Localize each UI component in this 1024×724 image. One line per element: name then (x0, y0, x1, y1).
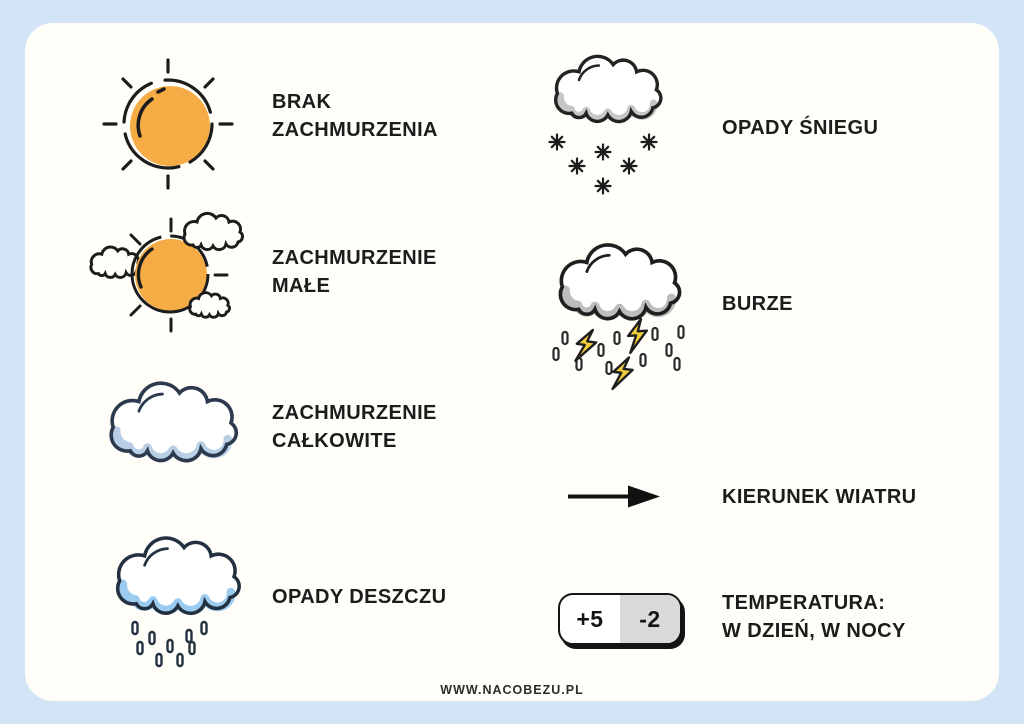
legend-label-overcast (272, 399, 437, 455)
label-line: MAŁE (272, 275, 331, 297)
legend-row-temperature (558, 593, 682, 645)
legend-row-overcast (96, 378, 246, 469)
label-line: BURZE (722, 293, 793, 315)
legend-label-temperature (722, 589, 906, 645)
temperature-night-value: -2 (620, 595, 680, 643)
sun-icon (100, 48, 240, 203)
legend-row-clear-sky (100, 48, 240, 203)
legend-row-partly-cloudy (85, 203, 245, 375)
label-line: OPADY ŚNIEGU (722, 117, 879, 139)
label-line: ZACHMURZENIE (272, 247, 437, 269)
legend-row-storm (543, 238, 691, 396)
label-line: CAŁKOWITE (272, 430, 397, 452)
website-footer: WWW.NACOBEZU.PL (440, 683, 584, 697)
label-line: ZACHMURZENIE (272, 402, 437, 424)
sun-behind-clouds-icon (85, 203, 245, 375)
label-line: OPADY DESZCZU (272, 586, 447, 608)
legend-label-partly-cloudy (272, 244, 437, 300)
legend-label-snow (722, 114, 878, 142)
snow-cloud-icon (543, 52, 671, 199)
label-line: KIERUNEK WIATRU (722, 486, 917, 508)
arrow-right-icon (568, 483, 660, 510)
cloud-icon (96, 378, 246, 469)
label-line: W DZIEŃ, W NOCY (722, 620, 906, 642)
label-line: BRAK (272, 91, 332, 113)
legend-label-rain (272, 583, 446, 611)
label-line: ZACHMURZENIA (272, 119, 438, 141)
legend-row-rain (100, 533, 250, 673)
storm-cloud-icon (543, 238, 691, 396)
legend-label-wind (722, 483, 917, 511)
legend-row-wind (568, 483, 660, 510)
legend-label-clear-sky (272, 88, 438, 144)
rain-cloud-icon (100, 533, 250, 673)
temperature-day-value: +5 (576, 606, 604, 632)
label-line: TEMPERATURA: (722, 592, 886, 614)
legend-row-snow (543, 52, 671, 199)
legend-label-storm (722, 290, 793, 318)
temperature-badge (558, 593, 682, 645)
